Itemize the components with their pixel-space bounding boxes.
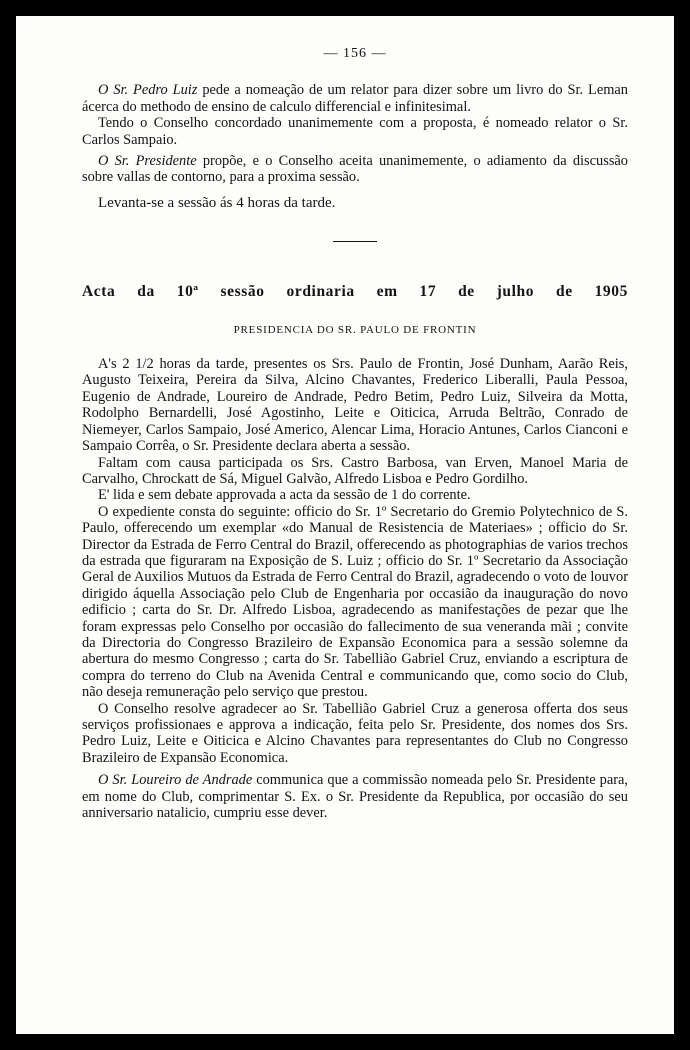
presidency-line: PRESIDENCIA DO SR. PAULO DE FRONTIN xyxy=(233,323,477,336)
paragraph-presidente xyxy=(82,153,628,186)
paragraph-absences: Faltam com causa participada os Srs. Castro Barbosa, van Erven, Manoel Maria de Carvalho, Chrockatt de Sá, Miguel Galvão, Alfredo Lisboa e Pedro Gordilho. xyxy=(82,454,628,487)
document-page xyxy=(16,16,674,1034)
paragraph-loureiro xyxy=(82,772,628,821)
page-content xyxy=(82,46,628,821)
section-divider xyxy=(333,241,377,242)
paragraph-rest: communica que a commissão nomeada pelo Sr. Presidente para, em nome do Club, comprimentar S. Ex. o Sr. Presidente da Republica, por occasião do seu anniversario natalicio, cumpriu esse dever. xyxy=(82,772,628,822)
paragraph-attendance: A's 2 1/2 horas da tarde, presentes os Srs. Paulo de Frontin, José Dunham, Aarão Reis, Augusto Teixeira, Pereira da Silva, Alcino Chavantes, Frederico Liberalli, Paula Pessoa, Eugenio de Andrade, Loureiro de Andrade, Pedro Betim, Pedro Luiz, Silveira da Motta, Rodolpho Bernardelli, José Agostinho, Leite e Oiticica, Arruda Beltrão, Conrado de Niemeyer, Carlos Sampaio, José Americo, Alencar Lima, Horacio Antunes, Carlos Cianconi e Sampaio Corrêa, o Sr. Presidente declara aberta a sessão. xyxy=(82,356,628,455)
speaker-name: O Sr. Pedro Luiz xyxy=(98,82,198,99)
paragraph-pedro-luiz xyxy=(82,82,628,115)
page-number: — 156 — xyxy=(323,46,387,61)
paragraph-approval: E' lida e sem debate approvada a acta da sessão de 1 do corrente. xyxy=(98,487,471,504)
paragraph-rest: propõe, e o Conselho aceita unanimemente, o adiamento da discussão sobre vallas de contorno, para a proxima sessão. xyxy=(82,153,628,186)
paragraph-relator: Tendo o Conselho concordado unanimemente com a proposta, é nomeado relator o Sr. Carlos Sampaio. xyxy=(82,115,628,148)
section-heading: Acta da 10ª sessão ordinaria em 17 de julho de 1905 xyxy=(82,283,628,301)
paragraph-resolution: O Conselho resolve agradecer ao Sr. Tabellião Gabriel Cruz a generosa offerta dos seus serviços profissionaes e approva a indicação, feita pelo Sr. Presidente, dos nomes dos Srs. Pedro Luiz, Leite e Oiticica e Alcino Chavantes para representantes do Club no Congresso Brazileiro de Expansão Economica. xyxy=(82,700,628,766)
speaker-name: O Sr. Presidente xyxy=(98,153,197,170)
speaker-name: O Sr. Loureiro de Andrade xyxy=(98,772,253,789)
closing-line: Levanta-se a sessão ás 4 horas da tarde. xyxy=(98,194,336,211)
paragraph-rest: pede a nomeação de um relator para dizer sobre um livro do Sr. Leman ácerca do methodo de ensino de calculo differencial e infinitesimal. xyxy=(82,82,628,115)
paragraph-expediente: O expediente consta do seguinte: officio do Sr. 1º Secretario do Gremio Polytechnico de S. Paulo, offerecendo um exemplar «do Manual de Resistencia de Materiaes» ; officio do Sr. Director da Estrada de Ferro Central do Brazil, offerecendo as photographias de varios trechos da estrada que figuraram na Exposição de S. Luiz ; officio do Sr. 1º Secretario da Associação Geral de Auxilios Mutuos da Estrada de Ferro Central do Brazil, agradecendo o voto de louvor dirigido áquella Associação pelo Club de Engenharia por occasião da inauguração do novo edificio ; carta do Sr. Dr. Alfredo Lisboa, agradecendo as manifestações de pezar que lhe foram expressas pelo Conselho por occasião do fallecimento de sua veneranda mãi ; convite da Directoria do Congresso Brazileiro de Expansão Economica para a sessão solemne da abertura do mesmo Congresso ; carta do Sr. Tabellião Gabriel Cruz, enviando a escriptura de compra do terreno do Club na Avenida Central e communicando que, como socio do Club, não deseja remuneração pelo serviço que prestou. xyxy=(82,503,628,701)
minutes-body xyxy=(82,356,628,821)
